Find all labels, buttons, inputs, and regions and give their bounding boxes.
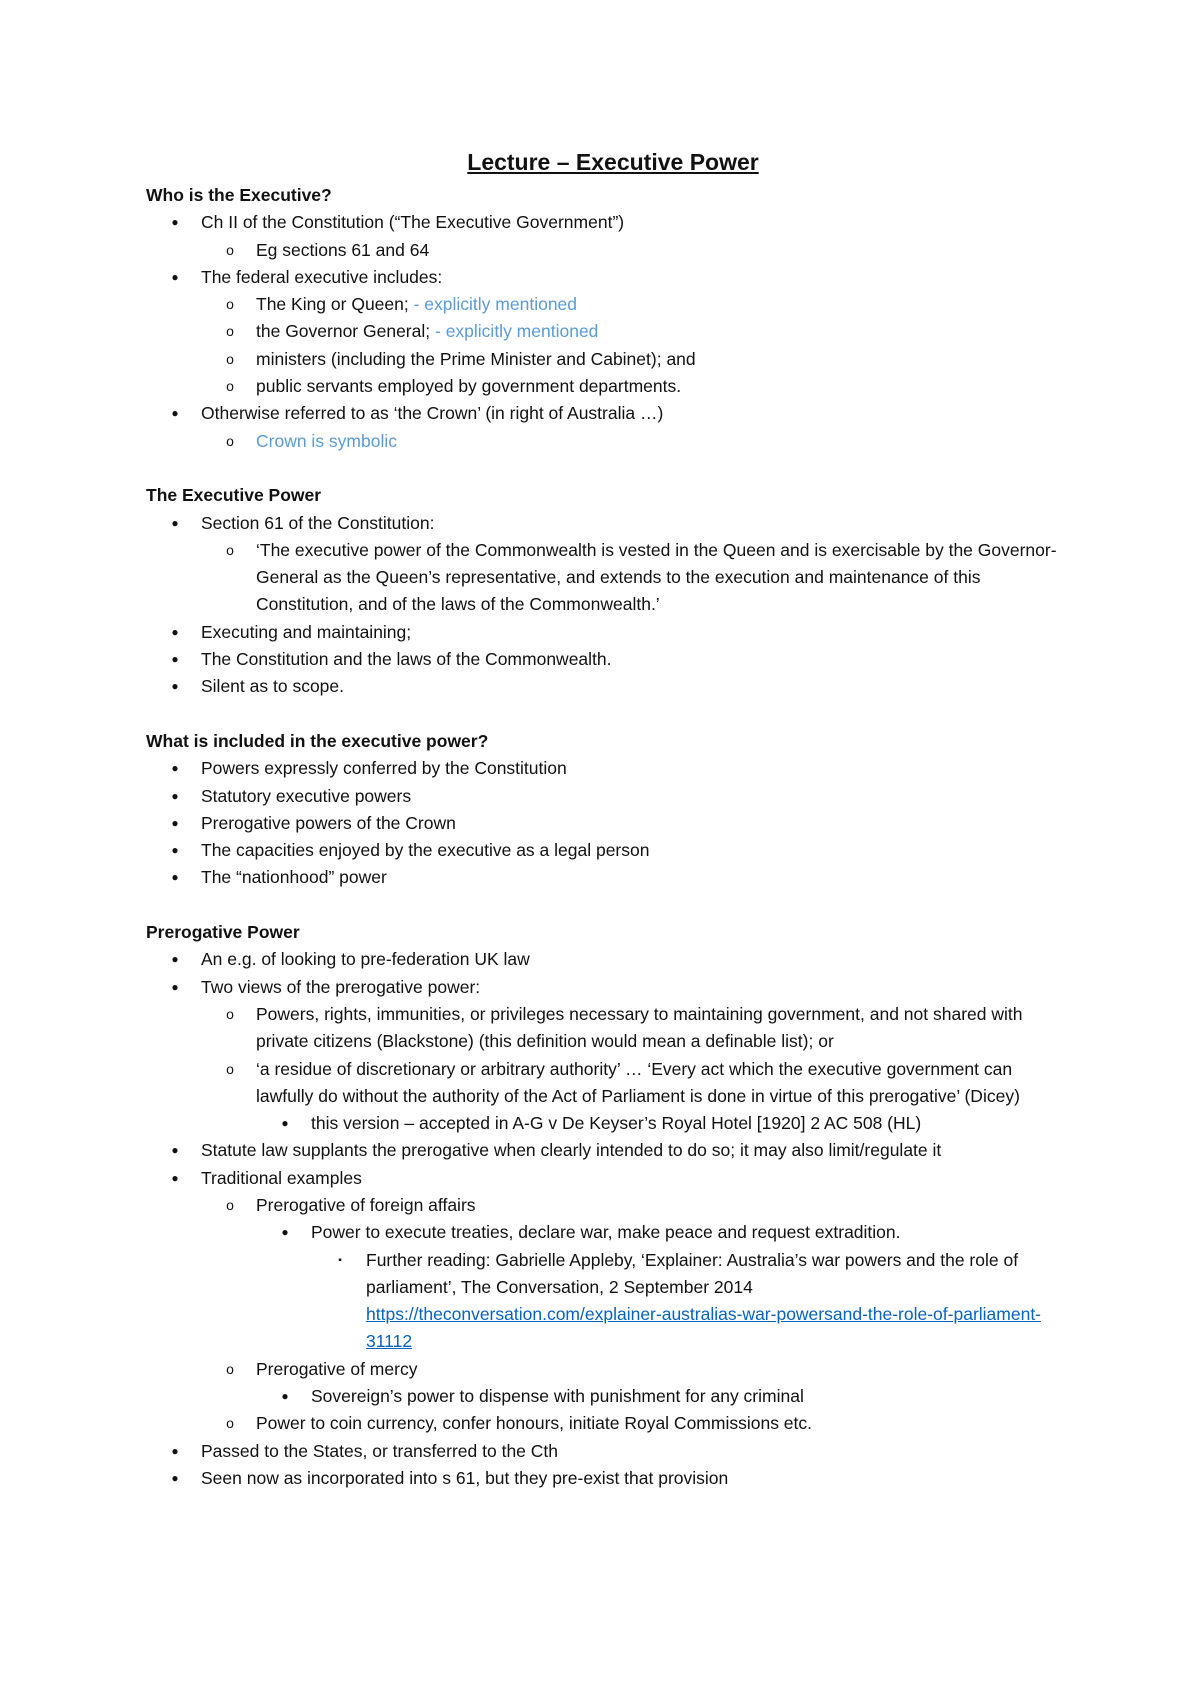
bullet-marker: ● [171, 952, 179, 967]
circle-marker: o [226, 1196, 234, 1213]
list-item-text: this version – accepted in A-G v De Keyser’s Royal Hotel [1920] 2 AC 508 (HL) [311, 1113, 922, 1134]
list-item-text: An e.g. of looking to pre-federation UK law [201, 949, 530, 970]
list-item [226, 291, 1066, 318]
list-item-text: Power to execute treaties, declare war, make peace and request extradition. [311, 1222, 901, 1243]
list-item-text: Statutory executive powers [201, 785, 412, 806]
list-item-text: Two views of the prerogative power: [201, 976, 481, 997]
list-item [281, 1219, 1066, 1355]
list-item-text: ministers (including the Prime Minister and Cabinet); and [256, 348, 696, 369]
list-item-text: Otherwise referred to as ‘the Crown’ (in right of Australia …) [201, 403, 664, 424]
list-item [281, 1110, 1066, 1137]
list-item-text: Traditional examples [201, 1167, 362, 1188]
list-item [171, 755, 1066, 782]
square-marker: ▪ [338, 1254, 342, 1266]
list-item-text: public servants employed by government departments. [256, 376, 682, 397]
bullet-marker: ● [171, 652, 179, 667]
sub-list [201, 428, 1066, 455]
section-heading-executive-power: The Executive Power [146, 485, 322, 506]
bullet-marker: ● [171, 1470, 179, 1485]
sub-list [201, 1192, 1066, 1438]
list-item [338, 1247, 1066, 1356]
bullet-list [146, 946, 1066, 1492]
bullet-list [146, 755, 1066, 891]
list-item-text: ‘a residue of discretionary or arbitrary authority’ … ‘Every act which the executive government can lawfully do without the authority of the Act of Parliament is done in virtue of this prerogative’ (Dicey) [256, 1058, 1020, 1106]
list-item [226, 1056, 1066, 1138]
list-item-text: Eg sections 61 and 64 [256, 239, 430, 260]
list-item [171, 400, 1066, 455]
bullet-marker: ● [171, 870, 179, 885]
list-item-text: The “nationhood” power [201, 867, 387, 888]
bullet-marker: ● [171, 269, 179, 284]
paragraph-spacer [146, 455, 1066, 482]
list-item-text: Ch II of the Constitution (“The Executive Government”) [201, 212, 625, 233]
bullet-list [146, 209, 1066, 455]
bullet-marker: ● [281, 1116, 289, 1131]
list-item-text: The federal executive includes: [201, 266, 443, 287]
circle-marker: o [226, 1005, 234, 1022]
sub-list [201, 537, 1066, 619]
list-item [281, 1383, 1066, 1410]
bullet-marker: ● [171, 815, 179, 830]
list-item-text: Further reading: Gabrielle Appleby, ‘Explainer: Australia’s war powers and the role of parliament’, The Conversation, 2 September 2014 [366, 1249, 1019, 1297]
list-item-text: Silent as to scope. [201, 676, 344, 697]
bullet-marker: ● [171, 788, 179, 803]
list-item-text: Prerogative of mercy [256, 1358, 418, 1379]
list-item [171, 783, 1066, 810]
list-item-text: The capacities enjoyed by the executive as a legal person [201, 840, 650, 861]
list-item [171, 1165, 1066, 1438]
list-item-text: Powers expressly conferred by the Constitution [201, 758, 567, 779]
circle-marker: o [226, 350, 234, 367]
list-item-text: Prerogative powers of the Crown [201, 812, 456, 833]
bullet-marker: ● [281, 1389, 289, 1404]
bullet-marker: ● [171, 843, 179, 858]
circle-marker: o [226, 241, 234, 258]
sub-list [311, 1247, 1066, 1356]
list-item [171, 864, 1066, 891]
sub-list [256, 1219, 1066, 1355]
list-item [226, 428, 1066, 455]
bullet-marker: ● [171, 1143, 179, 1158]
list-item [226, 537, 1066, 619]
list-item-text: Prerogative of foreign affairs [256, 1194, 476, 1215]
bullet-marker: ● [171, 624, 179, 639]
bullet-marker: ● [171, 979, 179, 994]
bullet-marker: ● [171, 406, 179, 421]
quote-text: ‘The executive power of the Commonwealth is vested in the Queen and is exercisable by the Governor-General as the Queen’s representative, and extends to the execution and maintenance of this Constitution, and of the laws of the Commonwealth.’ [256, 539, 1057, 615]
bullet-marker: ● [171, 215, 179, 230]
list-item-text: Section 61 of the Constitution: [201, 512, 435, 533]
list-item-text: Passed to the States, or transferred to the Cth [201, 1440, 558, 1461]
circle-marker: o [226, 378, 234, 395]
bullet-marker: ● [171, 1170, 179, 1185]
list-item-text: the Governor General; [256, 321, 431, 342]
list-item [171, 646, 1066, 673]
list-item [171, 1137, 1066, 1164]
paragraph-spacer [146, 701, 1066, 728]
section-heading-what-is-included: What is included in the executive power? [146, 730, 489, 751]
list-item [226, 1001, 1066, 1056]
sub-list [201, 1001, 1066, 1137]
bullet-marker: ● [171, 679, 179, 694]
circle-marker: o [226, 1060, 234, 1077]
page-title: Lecture – Executive Power [467, 149, 759, 175]
list-item [171, 837, 1066, 864]
list-item-text: Sovereign’s power to dispense with punishment for any criminal [311, 1386, 804, 1407]
list-item [171, 1465, 1066, 1492]
list-item [226, 373, 1066, 400]
circle-marker: o [226, 541, 234, 558]
list-item [226, 1410, 1066, 1437]
list-item-text: Statute law supplants the prerogative when clearly intended to do so; it may also limit/regulate it [201, 1140, 942, 1161]
list-item [171, 264, 1066, 400]
circle-marker: o [226, 323, 234, 340]
bullet-marker: ● [171, 515, 179, 530]
list-item [226, 1192, 1066, 1356]
list-item [226, 318, 1066, 345]
circle-marker: o [226, 1415, 234, 1432]
list-item [226, 346, 1066, 373]
list-item-text: Seen now as incorporated into s 61, but they pre-exist that provision [201, 1467, 729, 1488]
bullet-list [146, 510, 1066, 701]
annotation-note: Crown is symbolic [256, 430, 397, 451]
list-item-text: Executing and maintaining; [201, 621, 412, 642]
section-heading-prerogative-power: Prerogative Power [146, 922, 300, 943]
sub-list [256, 1383, 1066, 1410]
list-item [171, 209, 1066, 264]
document-body [146, 146, 1066, 1492]
paragraph-spacer [146, 892, 1066, 919]
bullet-marker: ● [281, 1225, 289, 1240]
list-item [171, 510, 1066, 619]
list-item [171, 974, 1066, 1138]
reference-link[interactable]: https://theconversation.com/explainer-australias-war-powersand-the-role-of-parliament-31112 [366, 1304, 1042, 1352]
list-item [171, 1438, 1066, 1465]
list-item [171, 673, 1066, 700]
annotation-note: - explicitly mentioned [413, 294, 578, 315]
bullet-marker: ● [171, 761, 179, 776]
circle-marker: o [226, 296, 234, 313]
section-heading-who-is-executive: Who is the Executive? [146, 185, 332, 205]
list-item [226, 237, 1066, 264]
sub-list [201, 291, 1066, 400]
list-item [226, 1356, 1066, 1411]
circle-marker: o [226, 1360, 234, 1377]
bullet-marker: ● [171, 1443, 179, 1458]
sub-list [201, 237, 1066, 264]
list-item [171, 619, 1066, 646]
list-item-text: The King or Queen; [256, 294, 409, 315]
annotation-note: - explicitly mentioned [435, 321, 599, 342]
sub-list [256, 1110, 1066, 1137]
list-item-text: Power to coin currency, confer honours, initiate Royal Commissions etc. [256, 1413, 813, 1434]
list-item [171, 946, 1066, 973]
list-item [171, 810, 1066, 837]
circle-marker: o [226, 432, 234, 449]
list-item-text: The Constitution and the laws of the Commonwealth. [201, 649, 612, 670]
list-item-text: Powers, rights, immunities, or privileges necessary to maintaining government, and not shared with private citizens (Blackstone) (this definition would mean a definable list); or [256, 1003, 1023, 1052]
